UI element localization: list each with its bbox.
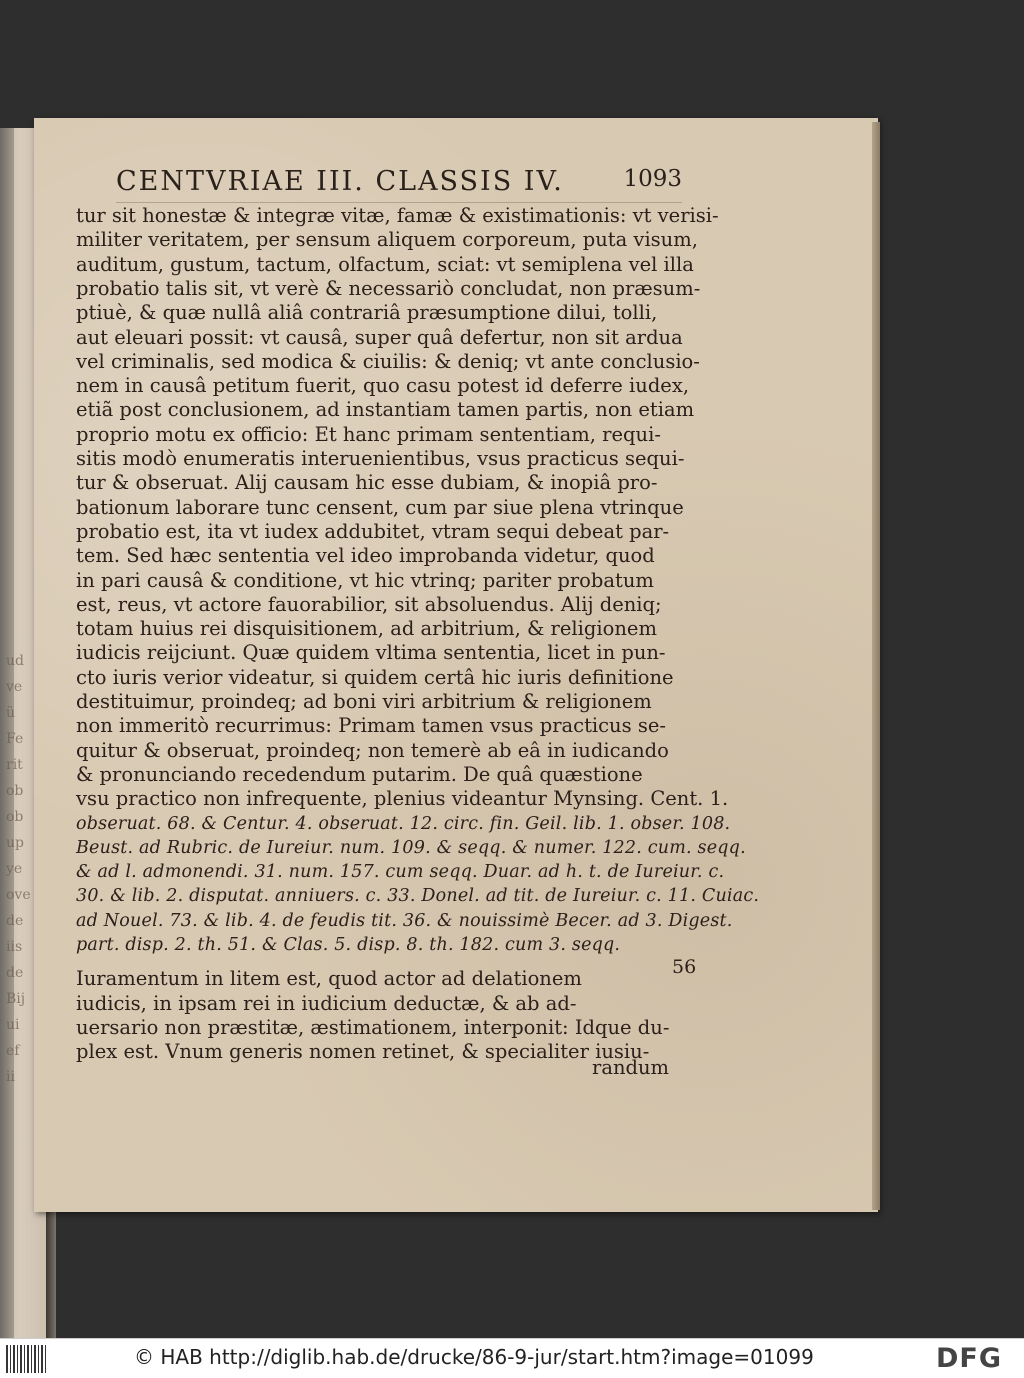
- text-line: ptiuè, & quæ nullâ aliâ contrariâ præsumptione dilui, tolli,: [76, 301, 658, 325]
- text-line: iudicis, in ipsam rei in iudicium deductæ, & ab ad-: [76, 991, 577, 1015]
- running-head-title: CENTVRIAE III. CLASSIS IV.: [116, 166, 564, 197]
- text-line: ad Nouel. 73. & lib. 4. de feudis tit. 36. & nouissimè Becer. ad 3. Digest.: [76, 910, 733, 931]
- text-line: auditum, gustum, tactum, olfactum, sciat: vt semiplena vel illa: [76, 252, 694, 276]
- previous-page-fragment: rit: [6, 757, 23, 773]
- text-line: est, reus, vt actore fauorabilior, sit absoluendus. Alij deniq;: [76, 592, 662, 616]
- barcode-icon: [6, 1345, 46, 1373]
- dfg-logo: DFG: [936, 1343, 1003, 1374]
- text-line: Beust. ad Rubric. de Iureiur. num. 109. & seqq. & numer. 122. cum. seqq.: [76, 837, 746, 858]
- text-line: iudicis reijciunt. Quæ quidem vltima sententia, licet in pun-: [76, 641, 666, 665]
- page-edge: [872, 122, 880, 1210]
- text-line: probatio talis sit, vt verè & necessariò concludat, non præsum-: [76, 276, 701, 300]
- previous-page-fragment: ye: [6, 861, 23, 877]
- text-line: Iuramentum in litem est, quod actor ad delationem: [76, 967, 582, 991]
- text-line: proprio motu ex officio: Et hanc primam sententiam, requi-: [76, 422, 661, 446]
- running-head: [116, 166, 682, 200]
- text-line: 30. & lib. 2. disputat. anniuers. c. 33. Donel. ad tit. de Iureiur. c. 11. Cuiac.: [76, 886, 760, 907]
- text-line: sitis modò enumeratis interuenientibus, vsus practicus sequi-: [76, 447, 685, 470]
- text-line: tur sit honestæ & integræ vitæ, famæ & existimationis: vt verisi-: [76, 204, 719, 227]
- text-line: cto iuris verior videatur, si quidem certâ hic iuris definitione: [76, 665, 674, 689]
- catchword: randum: [592, 1056, 670, 1079]
- text-line: quitur & obseruat, proindeq; non temerè ab eâ in iudicando: [76, 738, 669, 762]
- text-line: etiã post conclusionem, ad instantiam tamen partis, non etiam: [76, 398, 695, 422]
- text-line: destituimur, proindeq; ad boni viri arbitrium & religionem: [76, 690, 652, 713]
- previous-page-fragment: de: [6, 913, 24, 929]
- text-line: uersario non præstitæ, æstimationem, interponit: Idque du-: [76, 1015, 670, 1039]
- previous-page-fragment: ve: [6, 679, 23, 695]
- text-line: bationum laborare tunc censent, cum par siue plena vtrinque: [76, 495, 684, 519]
- previous-page-fragment: ui: [6, 1017, 20, 1033]
- text-line: vel criminalis, sed modica & ciuilis: & deniq; vt ante conclusio-: [76, 349, 700, 373]
- copyright-link[interactable]: © HAB http://diglib.hab.de/drucke/86-9-jur/start.htm?image=01099: [134, 1345, 814, 1369]
- text-line: aut eleuari possit: vt causâ, super quâ defertur, non sit ardua: [76, 325, 683, 349]
- text-line: probatio est, ita vt iudex addubitet, vtram sequi debeat par-: [76, 519, 670, 543]
- previous-page-fragment: de: [6, 965, 24, 981]
- previous-page-fragment: ud: [6, 653, 24, 669]
- margin-note: 56: [672, 956, 697, 978]
- previous-page-fragment: up: [6, 835, 24, 851]
- text-line: part. disp. 2. th. 51. & Clas. 5. disp. 8. th. 182. cum 3. seqq.: [76, 935, 621, 955]
- text-line: & ad l. admonendi. 31. num. 157. cum seqq. Duar. ad h. t. de Iureiur. c.: [76, 862, 725, 883]
- previous-page-fragment: iis: [6, 939, 23, 955]
- text-line: nem in causâ petitum fuerit, quo casu potest id deferre iudex,: [76, 374, 690, 398]
- viewer-footer: [0, 1338, 1024, 1378]
- text-line: in pari causâ & conditione, vt hic vtrinq; pariter probatum: [76, 568, 654, 592]
- text-line: militer veritatem, per sensum aliquem corporeum, puta visum,: [76, 228, 698, 252]
- previous-page-fragment: ü: [6, 705, 16, 721]
- previous-page-fragment: Bij: [6, 991, 26, 1007]
- text-line: vsu practico non infrequente, plenius videantur Mynsing. Cent. 1.: [76, 787, 729, 811]
- previous-page-fragment: Fe: [6, 731, 24, 747]
- previous-page-fragment: ii: [6, 1069, 15, 1085]
- previous-page-fragment: ob: [6, 809, 24, 825]
- text-line: & pronunciando recedendum putarim. De quâ quæstione: [76, 762, 643, 786]
- text-line: plex est. Vnum generis nomen retinet, & specialiter iusiu-: [76, 1040, 650, 1064]
- previous-page-fragment: ove: [6, 887, 31, 903]
- text-line: non immeritò recurrimus: Primam tamen vsus practicus se-: [76, 714, 666, 738]
- text-line: totam huius rei disquisitionem, ad arbitrium, & religionem: [76, 617, 657, 641]
- previous-page-fragment: ob: [6, 783, 24, 799]
- text-line: tur & obseruat. Alij causam hic esse dubiam, & inopiâ pro-: [76, 471, 658, 495]
- text-line: obseruat. 68. & Centur. 4. obseruat. 12. circ. fin. Geil. lib. 1. obser. 108.: [76, 813, 731, 834]
- text-line: tem. Sed hæc sententia vel ideo improbanda videtur, quod: [76, 544, 655, 568]
- previous-page-fragment: ef: [6, 1043, 20, 1059]
- page-number: 1093: [623, 166, 682, 192]
